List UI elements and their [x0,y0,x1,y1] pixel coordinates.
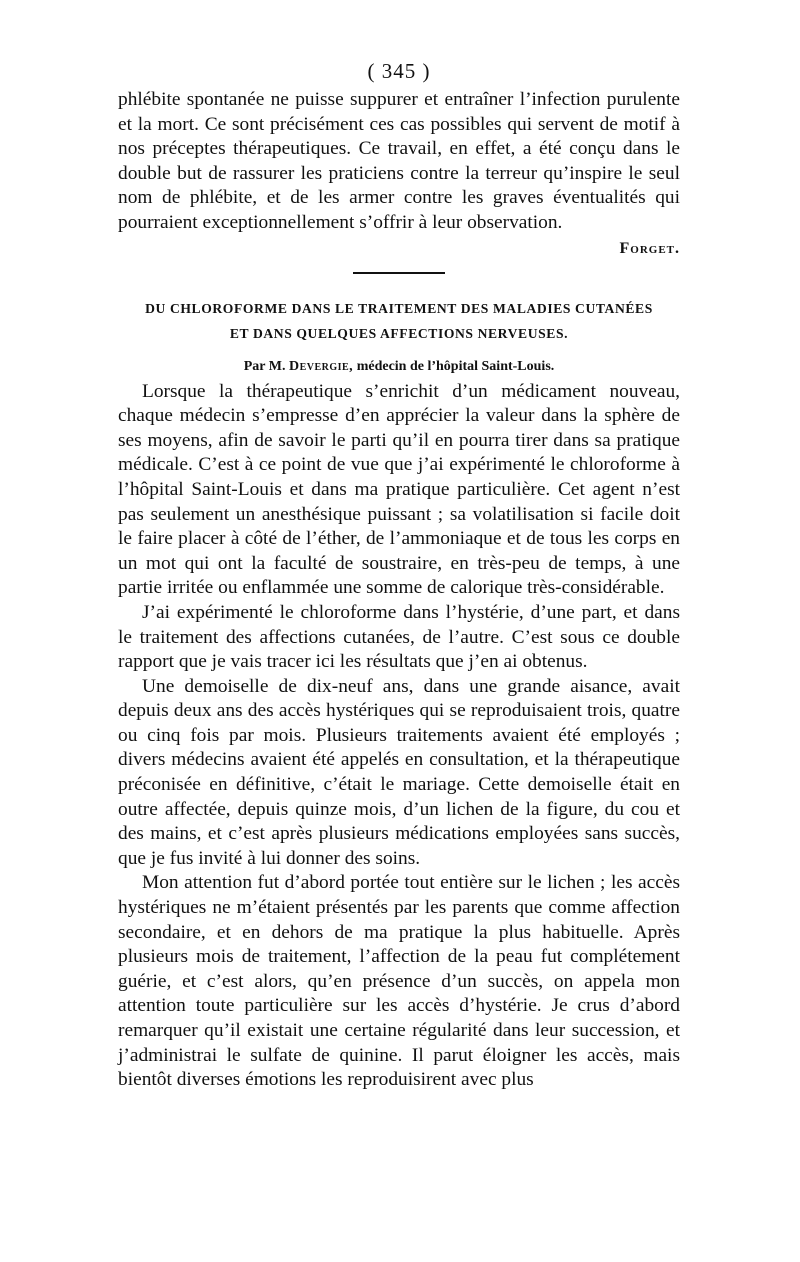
byline-prefix: Par M. [243,358,286,374]
byline-author: Devergie, [288,358,354,374]
section-divider [353,272,445,274]
article-paragraph: J’ai expérimenté le chloroforme dans l’hystérie, d’une part, et dans le traitement des affections cutanées, de l’autre. C’est sous ce double rapport que je vais tracer ici les résultats que j’en ai obtenus. [118,601,680,673]
page-number: ( 345 ) [367,59,431,83]
article-title-line-1: DU CHLOROFORME DANS LE TRAITEMENT DES MALADIES CUTANÉES [145,300,653,316]
article-paragraph: Une demoiselle de dix-neuf ans, dans une grande aisance, avait depuis deux ans des accès hystériques qui se reproduisaient trois, quatre ou cinq fois par mois. Plusieurs traitements avaient été employés ; divers médecins avaient été appelés en consultation, et la thérapeutique préconisée en définitive, c’était le mariage. Cette demoiselle était en outre affectée, depuis quinze mois, d’un lichen de la figure, du cou et des mains, et c’est après plusieurs médications employées sans succès, que je fus invité à lui donner des soins. [118,675,680,869]
previous-article-paragraph: phlébite spontanée ne puisse suppurer et entraîner l’infection purulente et la mort. Ce sont précisément ces cas possibles qui servent de motif à nos préceptes thérapeutiques. Ce travail, en effet, a été conçu dans le double but de rassurer les praticiens contre la terreur qu’inspire le seul nom de phlébite, et de les armer contre les graves éventualités qui pourraient exceptionnellement s’offrir à leur observation. [118,89,680,233]
article-title-line-2: ET DANS QUELQUES AFFECTIONS NERVEUSES. [229,325,569,341]
byline-suffix: médecin de l’hôpital Saint-Louis. [356,358,555,374]
article-paragraph: Mon attention fut d’abord portée tout entière sur le lichen ; les accès hystériques ne m’étaient présentés par les parents que comme affection secondaire, et en dehors de ma pratique la plus habituelle. Après plusieurs mois de traitement, l’affection de la peau fut complétement guérie, et c’est alors, qu’en présence d’un succès, on appela mon attention toute particulière sur les accès d’hystérie. Je crus d’abord remarquer qu’il existait une certaine régularité dans leur succession, et j’administrai le sulfate de quinine. Il parut éloigner les accès, mais bientôt diverses émotions les reproduisirent avec plus [118,872,680,1091]
book-page [118,56,680,1093]
author-signature: Forget. [619,239,680,257]
article-body [118,380,680,1093]
article-byline [118,356,680,378]
article-paragraph: Lorsque la thérapeutique s’enrichit d’un médicament nouveau, chaque médecin s’empresse d’en apprécier la valeur dans la sphère de ses moyens, afin de savoir le parti qu’il en pourra tirer dans sa pratique médicale. C’est à ce point de vue que j’ai expérimenté le chloroforme à l’hôpital Saint-Louis et dans ma pratique particulière. Cet agent n’est pas seulement un anesthésique puissant ; sa volatilisation si facile doit le faire placer à côté de l’éther, de l’ammoniaque et de tous les corps en un mot qui ont la faculté de soustraire, en très-peu de temps, à une partie irritée ou enflammée une somme de calorique très-considérable. [118,380,680,599]
